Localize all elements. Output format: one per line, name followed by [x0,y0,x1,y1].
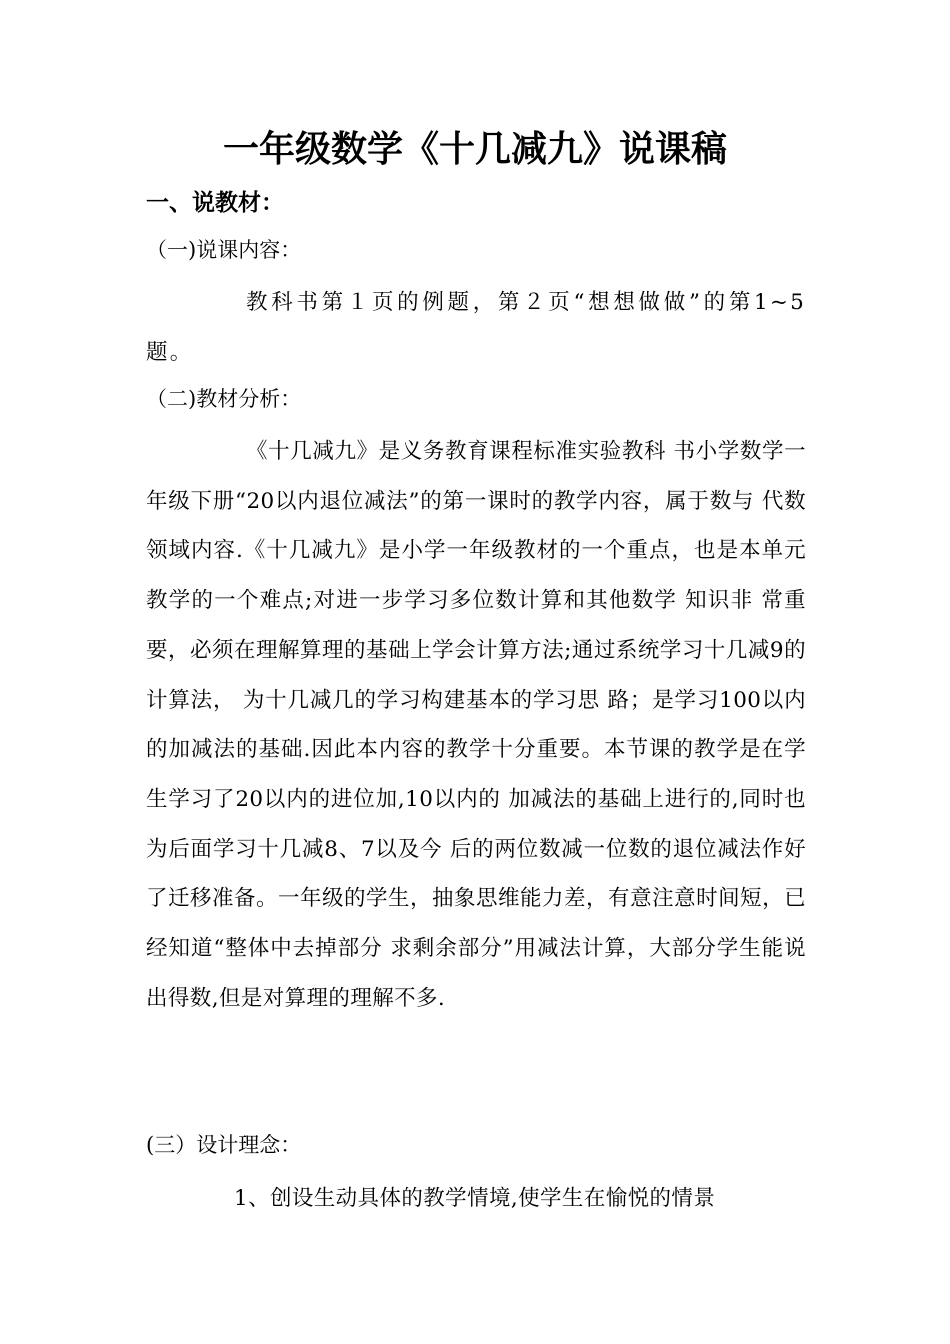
section-heading-teaching-material: 一、说教材： [146,190,284,216]
document-title: 一年级数学《十几减九》说课稿 [222,129,727,170]
subheading-design-concept: (三）设计理念： [146,1133,302,1157]
paragraph-design-concept: 1、创设生动具体的教学情境,使学生在愉悦的情景 [234,1186,716,1211]
subheading-lesson-content: （一)说课内容： [146,238,302,262]
paragraph-material-analysis: 《十几减九》是义务教育课程标准实验教科 书小学数学一年级下册“20以内退位减法”的第一课时的教学内容，属于数与 代数领域内容.《十几减九》是小学一年级教材的一个重点，也是本单元教学的一个难点;对进一步学习多位数计算和其他数学 知识非 常重要，必须在理解算理的基础上学会计算方法;通过系统学习十几减9的计算法， 为十几减几的学习构建基本的学习思 路；是学习100以内的加减法的基础.因此本内容的教学十分重要。本节课的教学是在学生学习了20以内的进位加,10以内的 加减法的基础上进行的,同时也为后面学习十几减8、7以及今 后的两位数减一位数的退位减法作好了迁移准备。一年级的学生，抽象思维能力差，有意注意时间短，已经知道“整体中去掉部分 求剩余部分”用减法计算，大部分学生能说出得数,但是对算理的理解不多. [146,439,806,1011]
subheading-material-analysis: （二)教材分析： [146,387,302,411]
paragraph-lesson-content: 教科书第１页的例题，第２页“想想做做”的第1~5题。 [146,290,806,365]
